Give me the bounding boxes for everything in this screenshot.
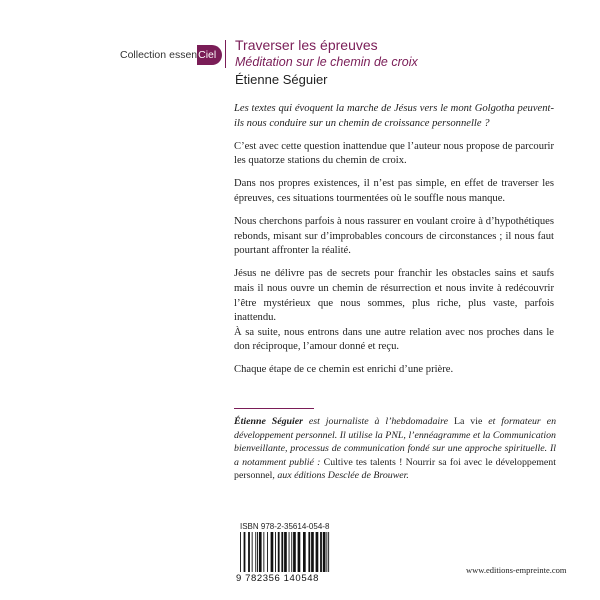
barcode <box>236 532 360 572</box>
barcode-bar <box>240 532 241 572</box>
barcode-bar <box>323 532 326 572</box>
bio-magazine: La vie <box>453 416 483 427</box>
barcode-bar <box>311 532 314 572</box>
barcode-bar <box>244 532 246 572</box>
collection-badge <box>120 44 222 66</box>
barcode-bar <box>298 532 301 572</box>
barcode-bar <box>278 532 280 572</box>
barcode-bar <box>291 532 292 572</box>
barcode-digits: 9 782356 140548 <box>236 573 319 584</box>
bio-text: , aux éditions Desclée de Brouwer. <box>272 470 409 482</box>
barcode-bar <box>326 532 327 572</box>
blurb <box>234 102 554 387</box>
blurb-paragraph: C’est avec cette question inattendue que l’auteur nous propose de parcourir les quatorze stations du chemin de croix. <box>234 140 554 167</box>
author-bio <box>234 415 556 483</box>
bio-text: et formateur en développement personnel. Il utilise la PNL, l’ennéagramme et la Communication bienveillante, processus de communication fondé sur une approche spirituelle. Il a notamment publié : <box>234 416 557 468</box>
barcode-bar <box>308 532 310 572</box>
isbn-label: ISBN 978-2-35614-054-8 <box>240 522 330 531</box>
bio-author-name: Étienne Séguier <box>234 416 304 427</box>
blurb-intro: Les textes qui évoquent la marche de Jésus vers le mont Golgotha peuvent-ils nous conduire sur un chemin de croissance personnelle ? <box>234 103 554 129</box>
collection-name <box>169 45 222 65</box>
barcode-bar <box>271 532 274 572</box>
barcode-bar <box>289 532 290 572</box>
barcode-bar <box>320 532 322 572</box>
book-author: Étienne Séguier <box>235 72 328 87</box>
barcode-bar <box>284 532 287 572</box>
barcode-bar <box>252 532 253 572</box>
book-subtitle: Méditation sur le chemin de croix <box>235 55 418 69</box>
collection-prefix: Collection <box>120 49 167 61</box>
blurb-paragraph: Jésus ne délivre pas de secrets pour franchir les obstacles sains et saufs mais il nous ouvre un chemin de résurrection et nous invite à redécouvrir l’être mystérieux que nous sommes, plus riche, plus vaste, parfois inattendu. <box>234 268 554 324</box>
barcode-bar <box>267 532 268 572</box>
book-title: Traverser les épreuves <box>235 37 378 53</box>
bio-text: est journaliste à l’hebdomadaire <box>303 416 454 427</box>
barcode-bar <box>259 532 262 572</box>
barcode-bar <box>303 532 306 572</box>
publisher-website: www.editions-empreinte.com <box>466 565 567 575</box>
barcode-bar <box>248 532 250 572</box>
barcode-bar <box>263 532 264 572</box>
barcode-bar <box>281 532 283 572</box>
blurb-paragraph: À sa suite, nous entrons dans une autre relation avec nos proches dans le don réciproque, l’amour donné et reçu. <box>234 326 554 353</box>
blurb-paragraph: Nous cherchons parfois à nous rassurer en voulant croire à d’hypothétiques rebonds, misant sur d’improbables concours de circonstances ; il nous faut pourtant affronter la réalité. <box>234 216 554 257</box>
blurb-paragraph: Dans nos propres existences, il n’est pas simple, en effet de traverser les épreuves, ces situations tourmentées où le souffle nous manque. <box>234 178 554 204</box>
barcode-bar <box>255 532 256 572</box>
barcode-bar <box>328 532 329 572</box>
collection-name-plain: essen <box>169 49 198 61</box>
header-vertical-rule <box>225 40 226 68</box>
bio-divider <box>234 408 314 409</box>
collection-name-highlight: Ciel <box>197 45 222 65</box>
barcode-bar <box>293 532 296 572</box>
barcode-bar <box>257 532 258 572</box>
bio-book-title: Cultive tes talents ! Nourrir sa foi avec le développement personnel <box>234 456 556 482</box>
barcode-bar <box>316 532 319 572</box>
barcode-bar <box>275 532 276 572</box>
title-block <box>235 37 555 89</box>
blurb-paragraph: Chaque étape de ce chemin est enrichi d’une prière. <box>234 364 454 376</box>
